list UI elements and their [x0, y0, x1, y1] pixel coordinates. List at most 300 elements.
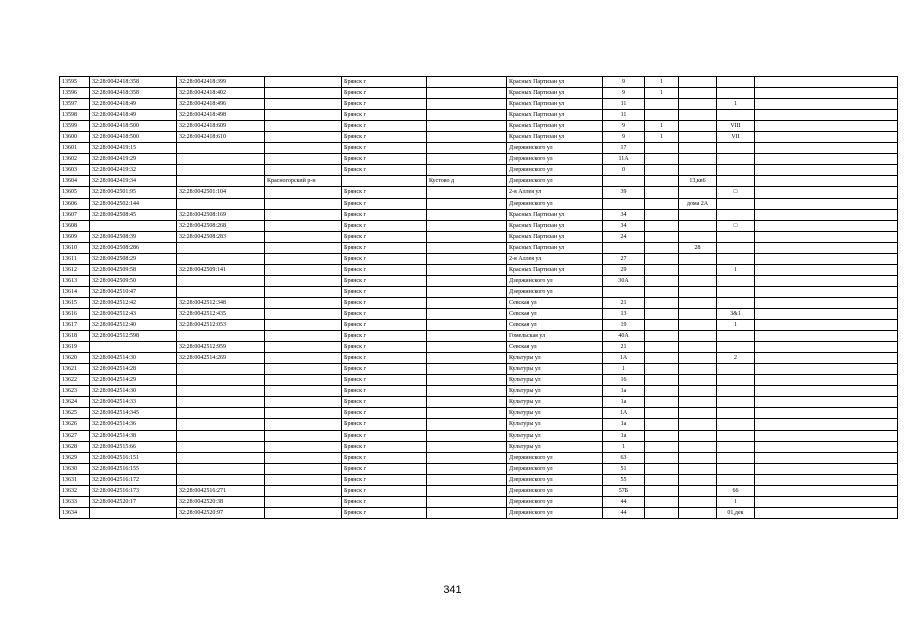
cell-extra: [755, 198, 898, 209]
cell-cad1: 32:28:0042419:29: [90, 154, 177, 165]
table-row: [60, 77, 898, 88]
registry-table-container: [59, 76, 847, 519]
cell-city: Брянск г: [342, 220, 427, 231]
cell-extra: [755, 320, 898, 331]
cell-cad1: 32:28:0042502:144: [90, 198, 177, 209]
cell-num: 13605: [60, 187, 90, 198]
cell-extra: [755, 110, 898, 121]
cell-room: [717, 297, 755, 308]
cell-settlement: [427, 132, 507, 143]
cell-settlement: [427, 154, 507, 165]
cell-city: Брянск г: [342, 132, 427, 143]
cell-district: [265, 463, 342, 474]
table-row: [60, 452, 898, 463]
cell-cad2: 32:28:0042508:268: [177, 220, 265, 231]
cell-city: Брянск г: [342, 77, 427, 88]
cell-street: Красных Партизан ул: [507, 99, 603, 110]
table-row: [60, 286, 898, 297]
cell-street: Севская ул: [507, 308, 603, 319]
cell-room: [717, 88, 755, 99]
cell-cad2: 32:28:0042516:271: [177, 485, 265, 496]
cell-street: Красных Партизан ул: [507, 110, 603, 121]
cell-num: 13617: [60, 320, 90, 331]
cell-extra: [755, 386, 898, 397]
cell-street: Дзержинского ул: [507, 165, 603, 176]
cell-extra: [755, 331, 898, 342]
cell-cad1: 32:28:0042516:151: [90, 452, 177, 463]
cell-city: [342, 176, 427, 187]
cell-street: Красных Партизан ул: [507, 220, 603, 231]
cell-extra: [755, 474, 898, 485]
cell-house: 44: [603, 496, 645, 507]
cell-cad2: 32:28:0042418:498: [177, 110, 265, 121]
registry-table-body: [60, 77, 898, 519]
table-row: [60, 386, 898, 397]
table-row: [60, 408, 898, 419]
cell-city: Брянск г: [342, 231, 427, 242]
cell-cad1: 32:28:0042508:29: [90, 253, 177, 264]
cell-street: Гомельская ул: [507, 331, 603, 342]
cell-extra: [755, 419, 898, 430]
cell-apt: [679, 342, 717, 353]
cell-num: 13611: [60, 253, 90, 264]
cell-city: Брянск г: [342, 375, 427, 386]
cell-city: Брянск г: [342, 485, 427, 496]
table-row: [60, 419, 898, 430]
cell-settlement: [427, 110, 507, 121]
table-row: [60, 331, 898, 342]
cell-room: □: [717, 220, 755, 231]
cell-house: [603, 286, 645, 297]
cell-extra: [755, 308, 898, 319]
cell-num: 13630: [60, 463, 90, 474]
cell-house: 44: [603, 507, 645, 518]
cell-extra: [755, 143, 898, 154]
cell-street: Дзержинского ул: [507, 463, 603, 474]
cell-building: [645, 364, 679, 375]
cell-building: [645, 176, 679, 187]
cell-room: [717, 77, 755, 88]
cell-room: 66: [717, 485, 755, 496]
cell-apt: [679, 397, 717, 408]
cell-building: [645, 386, 679, 397]
cell-settlement: [427, 187, 507, 198]
cell-building: [645, 209, 679, 220]
cell-cad2: [177, 430, 265, 441]
cell-room: [717, 154, 755, 165]
table-row: [60, 375, 898, 386]
cell-street: Дзержинского ул: [507, 507, 603, 518]
cell-extra: [755, 408, 898, 419]
cell-num: 13610: [60, 242, 90, 253]
cell-num: 13615: [60, 297, 90, 308]
table-row: [60, 397, 898, 408]
cell-cad1: 32:28:0042510:47: [90, 286, 177, 297]
cell-apt: [679, 77, 717, 88]
cell-extra: [755, 353, 898, 364]
cell-city: Брянск г: [342, 154, 427, 165]
cell-cad1: 32:28:0042516:172: [90, 474, 177, 485]
cell-room: [717, 198, 755, 209]
cell-house: 24: [603, 231, 645, 242]
cell-extra: [755, 231, 898, 242]
cell-extra: [755, 242, 898, 253]
cell-house: 21: [603, 342, 645, 353]
cell-house: 1а: [603, 397, 645, 408]
cell-cad1: 32:28:0042514:38: [90, 430, 177, 441]
cell-street: Дзержинского ул: [507, 198, 603, 209]
table-row: [60, 176, 898, 187]
table-row: [60, 187, 898, 198]
cell-street: Дзержинского ул: [507, 176, 603, 187]
cell-settlement: [427, 275, 507, 286]
cell-district: [265, 88, 342, 99]
cell-cad2: 32:28:0042509:141: [177, 264, 265, 275]
cell-cad2: 32:28:0042512:435: [177, 308, 265, 319]
cell-city: Брянск г: [342, 275, 427, 286]
cell-building: [645, 353, 679, 364]
cell-cad2: [177, 242, 265, 253]
cell-settlement: [427, 419, 507, 430]
cell-street: Севская ул: [507, 320, 603, 331]
cell-room: [717, 364, 755, 375]
cell-cad2: 32:28:0042508:169: [177, 209, 265, 220]
cell-city: Брянск г: [342, 253, 427, 264]
cell-street: Дзержинского ул: [507, 452, 603, 463]
cell-cad2: 32:28:0042418:609: [177, 121, 265, 132]
cell-building: [645, 496, 679, 507]
cell-city: Брянск г: [342, 496, 427, 507]
cell-cad2: 32:28:0042512:348: [177, 297, 265, 308]
cell-cad1: 32:28:0042514:345: [90, 408, 177, 419]
cell-building: [645, 286, 679, 297]
cell-apt: 13,кв6: [679, 176, 717, 187]
cell-district: [265, 231, 342, 242]
cell-district: [265, 386, 342, 397]
cell-city: Брянск г: [342, 242, 427, 253]
cell-district: [265, 286, 342, 297]
cell-house: 13: [603, 308, 645, 319]
cell-apt: [679, 154, 717, 165]
cell-num: 13632: [60, 485, 90, 496]
table-row: [60, 308, 898, 319]
cell-extra: [755, 441, 898, 452]
cell-num: 13619: [60, 342, 90, 353]
cell-extra: [755, 264, 898, 275]
cell-cad2: [177, 154, 265, 165]
cell-apt: [679, 264, 717, 275]
cell-num: 13627: [60, 430, 90, 441]
cell-street: Красных Партизан ул: [507, 121, 603, 132]
cell-apt: [679, 430, 717, 441]
cell-settlement: [427, 242, 507, 253]
cell-building: [645, 320, 679, 331]
cell-street: 2-я Аллея ул: [507, 253, 603, 264]
cell-apt: 28: [679, 242, 717, 253]
cell-num: 13631: [60, 474, 90, 485]
cell-num: 13629: [60, 452, 90, 463]
cell-city: Брянск г: [342, 507, 427, 518]
cell-cad1: 32:28:0042508:39: [90, 231, 177, 242]
cell-cad1: 32:28:0042514:36: [90, 419, 177, 430]
cell-district: [265, 441, 342, 452]
table-row: [60, 342, 898, 353]
cell-district: [265, 419, 342, 430]
cell-street: Культуры ул: [507, 441, 603, 452]
cell-num: 13609: [60, 231, 90, 242]
cell-cad1: 32:28:0042512:40: [90, 320, 177, 331]
cell-num: 13600: [60, 132, 90, 143]
cell-apt: [679, 496, 717, 507]
cell-city: Брянск г: [342, 308, 427, 319]
table-row: [60, 430, 898, 441]
cell-house: 11А: [603, 154, 645, 165]
cell-district: [265, 408, 342, 419]
cell-city: Брянск г: [342, 198, 427, 209]
cell-street: Культуры ул: [507, 364, 603, 375]
cell-street: Дзержинского ул: [507, 286, 603, 297]
cell-apt: [679, 308, 717, 319]
table-row: [60, 474, 898, 485]
cell-num: 13623: [60, 386, 90, 397]
cell-district: [265, 485, 342, 496]
cell-num: 13621: [60, 364, 90, 375]
cell-num: 13606: [60, 198, 90, 209]
cell-extra: [755, 297, 898, 308]
cell-room: 1: [717, 320, 755, 331]
cell-num: 13633: [60, 496, 90, 507]
cell-room: [717, 419, 755, 430]
cell-extra: [755, 375, 898, 386]
cell-city: Брянск г: [342, 430, 427, 441]
cell-apt: [679, 143, 717, 154]
cell-cad2: 32:28:0042512:053: [177, 320, 265, 331]
cell-house: 40А: [603, 331, 645, 342]
cell-street: Дзержинского ул: [507, 485, 603, 496]
cell-district: [265, 154, 342, 165]
cell-cad1: 32:28:0042514:30: [90, 386, 177, 397]
cell-street: Красных Партизан ул: [507, 242, 603, 253]
cell-house: 55: [603, 474, 645, 485]
cell-room: [717, 176, 755, 187]
cell-building: [645, 99, 679, 110]
cell-house: [603, 176, 645, 187]
cell-cad2: [177, 165, 265, 176]
cell-district: [265, 209, 342, 220]
cell-extra: [755, 121, 898, 132]
table-row: [60, 165, 898, 176]
cell-settlement: Кустово д: [427, 176, 507, 187]
cell-num: 13613: [60, 275, 90, 286]
cell-building: [645, 397, 679, 408]
table-row: [60, 198, 898, 209]
cell-settlement: [427, 397, 507, 408]
cell-settlement: [427, 88, 507, 99]
cell-street: Дзержинского ул: [507, 474, 603, 485]
cell-extra: [755, 397, 898, 408]
cell-extra: [755, 452, 898, 463]
cell-building: [645, 375, 679, 386]
cell-num: 13601: [60, 143, 90, 154]
cell-cad2: [177, 419, 265, 430]
cell-cad1: 32:28:0042509:50: [90, 275, 177, 286]
cell-street: Севская ул: [507, 342, 603, 353]
cell-building: [645, 198, 679, 209]
cell-district: [265, 364, 342, 375]
cell-house: 1а: [603, 386, 645, 397]
cell-building: [645, 452, 679, 463]
cell-building: [645, 275, 679, 286]
cell-building: [645, 430, 679, 441]
cell-building: [645, 220, 679, 231]
cell-settlement: [427, 297, 507, 308]
cell-extra: [755, 253, 898, 264]
cell-settlement: [427, 231, 507, 242]
cell-cad2: 32:28:0042520:38: [177, 496, 265, 507]
cell-cad2: 32:28:0042512:959: [177, 342, 265, 353]
cell-cad1: 32:28:0042520:17: [90, 496, 177, 507]
cell-district: [265, 77, 342, 88]
cell-house: 1: [603, 441, 645, 452]
cell-cad1: 32:28:0042514:29: [90, 375, 177, 386]
cell-room: [717, 463, 755, 474]
cell-building: [645, 253, 679, 264]
cell-room: [717, 253, 755, 264]
cell-apt: [679, 320, 717, 331]
cell-settlement: [427, 441, 507, 452]
cell-room: 1: [717, 264, 755, 275]
cell-district: [265, 275, 342, 286]
cell-cad2: [177, 331, 265, 342]
cell-cad1: 32:28:0042501:95: [90, 187, 177, 198]
table-row: [60, 485, 898, 496]
cell-cad2: [177, 253, 265, 264]
cell-extra: [755, 286, 898, 297]
cell-room: [717, 430, 755, 441]
cell-district: [265, 99, 342, 110]
cell-house: 63: [603, 452, 645, 463]
cell-room: □: [717, 187, 755, 198]
cell-extra: [755, 364, 898, 375]
cell-cad1: 32:28:0042512:42: [90, 297, 177, 308]
cell-cad2: [177, 286, 265, 297]
cell-cad1: 32:28:0042515:66: [90, 441, 177, 452]
cell-cad2: [177, 176, 265, 187]
cell-district: [265, 308, 342, 319]
cell-apt: дома 2А: [679, 198, 717, 209]
cell-apt: [679, 253, 717, 264]
cell-settlement: [427, 342, 507, 353]
cell-district: [265, 474, 342, 485]
cell-settlement: [427, 286, 507, 297]
cell-house: 27: [603, 253, 645, 264]
cell-building: [645, 507, 679, 518]
cell-district: [265, 331, 342, 342]
cell-apt: [679, 275, 717, 286]
cell-city: Брянск г: [342, 88, 427, 99]
cell-num: 13614: [60, 286, 90, 297]
cell-extra: [755, 275, 898, 286]
cell-settlement: [427, 507, 507, 518]
cell-settlement: [427, 143, 507, 154]
cell-building: [645, 165, 679, 176]
table-row: [60, 121, 898, 132]
page-number: 341: [443, 584, 462, 596]
cell-building: [645, 463, 679, 474]
cell-house: 34: [603, 209, 645, 220]
cell-building: [645, 485, 679, 496]
cell-cad2: 32:28:0042418:610: [177, 132, 265, 143]
cell-room: [717, 110, 755, 121]
cell-cad1: [90, 507, 177, 518]
cell-cad1: 32:28:0042418:49: [90, 99, 177, 110]
cell-building: [645, 264, 679, 275]
table-row: [60, 496, 898, 507]
cell-district: [265, 430, 342, 441]
cell-district: [265, 242, 342, 253]
cell-cad2: [177, 198, 265, 209]
cell-street: Дзержинского ул: [507, 143, 603, 154]
cell-settlement: [427, 496, 507, 507]
cell-cad2: [177, 375, 265, 386]
table-row: [60, 88, 898, 99]
cell-district: Красногорский р-н: [265, 176, 342, 187]
cell-extra: [755, 165, 898, 176]
cell-apt: [679, 463, 717, 474]
cell-cad2: [177, 275, 265, 286]
cell-city: Брянск г: [342, 286, 427, 297]
cell-cad1: 32:28:0042512:598: [90, 331, 177, 342]
cell-district: [265, 110, 342, 121]
cell-city: Брянск г: [342, 353, 427, 364]
cell-city: Брянск г: [342, 264, 427, 275]
cell-district: [265, 121, 342, 132]
cell-house: 1А: [603, 408, 645, 419]
cell-apt: [679, 297, 717, 308]
cell-apt: [679, 353, 717, 364]
cell-extra: [755, 496, 898, 507]
cell-city: Брянск г: [342, 452, 427, 463]
cell-district: [265, 375, 342, 386]
cell-house: 30А: [603, 275, 645, 286]
cell-cad1: 32:28:0042514:28: [90, 364, 177, 375]
cell-apt: [679, 231, 717, 242]
cell-room: [717, 331, 755, 342]
cell-extra: [755, 463, 898, 474]
cell-district: [265, 264, 342, 275]
cell-cad2: [177, 408, 265, 419]
cell-building: [645, 441, 679, 452]
cell-apt: [679, 209, 717, 220]
cell-cad1: 32:28:0042418:49: [90, 110, 177, 121]
cell-house: 0: [603, 165, 645, 176]
cell-apt: [679, 386, 717, 397]
cell-cad2: [177, 386, 265, 397]
cell-house: 1А: [603, 353, 645, 364]
table-row: [60, 110, 898, 121]
table-row: [60, 143, 898, 154]
cell-street: Культуры ул: [507, 397, 603, 408]
cell-num: 13626: [60, 419, 90, 430]
cell-street: Дзержинского ул: [507, 154, 603, 165]
cell-city: Брянск г: [342, 320, 427, 331]
cell-extra: [755, 342, 898, 353]
cell-city: Брянск г: [342, 121, 427, 132]
cell-building: [645, 308, 679, 319]
cell-building: 1: [645, 121, 679, 132]
cell-house: 39: [603, 187, 645, 198]
cell-cad1: 32:28:0042514:30: [90, 353, 177, 364]
